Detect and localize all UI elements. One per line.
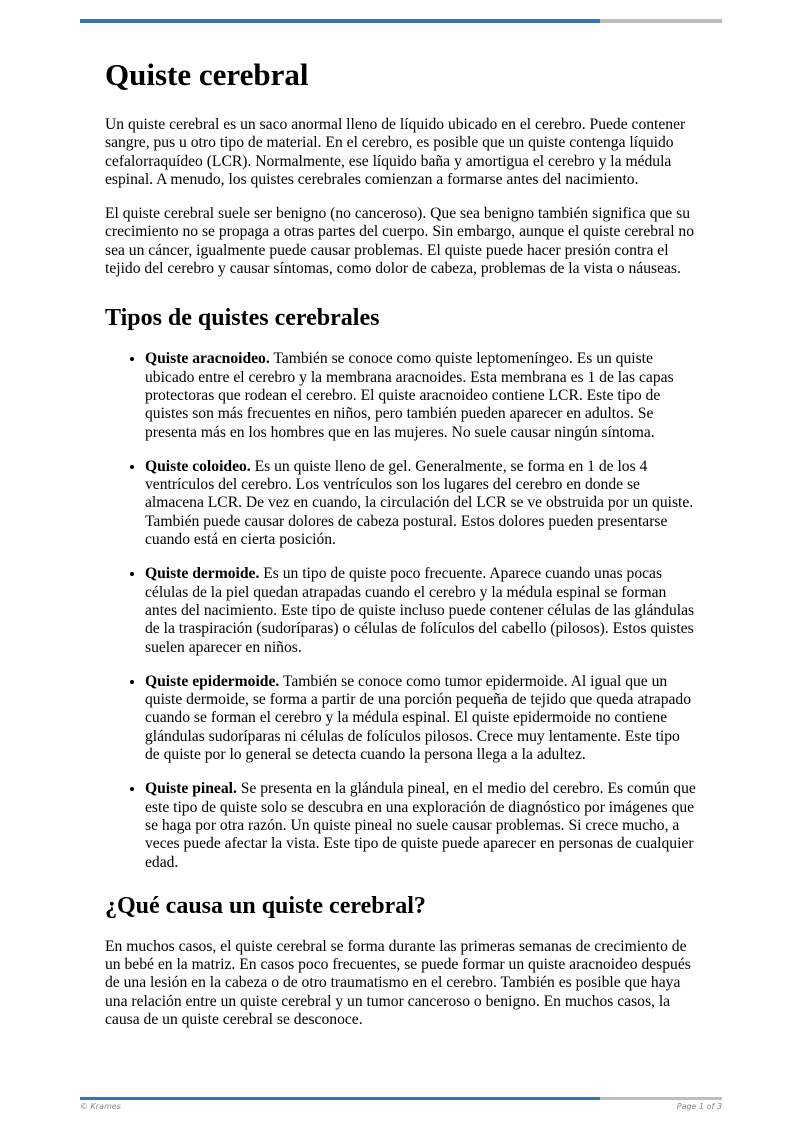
header-rule [80, 19, 722, 23]
footer-page-number: Page 1 of 3 [676, 1102, 722, 1111]
list-item-text: Es un quiste lleno de gel. Generalmente, se forma en 1 de los 4 ventrículos del cerebro. Los ventrículos son los lugares del cerebro en donde se almacena LCR. De vez en cuando, la circulación del LCR se ve obstruida por un quiste. También puede causar dolores de cabeza postural. Estos dolores pueden presentarse cuando está en cierta posición. [145, 457, 694, 549]
list-item-term: Quiste aracnoideo. [145, 350, 270, 368]
list-item-term: Quiste dermoide. [145, 565, 260, 583]
list-item [145, 780, 697, 871]
list-item-term: Quiste epidermoide. [145, 672, 280, 690]
list-item-text: También se conoce como quiste leptomeníngeo. Es un quiste ubicado entre el cerebro y la membrana aracnoides. Esta membrana es 1 de las capas protectoras que rodean el cerebro. El quiste aracnoideo contiene LCR. Este tipo de quistes son más frecuentes en niños, pero también pueden aparecer en adultos. Se presenta más en los hombres que en las mujeres. No suele causar ningún síntoma. [145, 350, 674, 441]
list-item-text: También se conoce como tumor epidermoide. Al igual que un quiste dermoide, se forma a partir de una porción pequeña de tejido que queda atrapado cuando se forman el cerebro y la médula espinal. El quiste epidermoide no contiene glándulas sudoríparas ni células de folículos pilosos. Crece muy lentamente. Este tipo de quiste por lo general se detecta cuando la persona llega a la adultez. [145, 672, 692, 764]
section-heading-causes: ¿Qué causa un quiste cerebral? [105, 892, 426, 919]
list-item-text: Se presenta en la glándula pineal, en el medio del cerebro. Es común que este tipo de quiste solo se descubra en una exploración de diagnóstico por imágenes que se haga por otra razón. Un quiste pineal no suele causar problemas. Si crece mucho, a veces puede afectar la vista. Este tipo de quiste puede aparecer en personas de cualquier edad. [145, 780, 696, 871]
list-item [145, 673, 697, 764]
page-title: Quiste cerebral [105, 57, 309, 92]
intro-paragraph: Un quiste cerebral es un saco anormal lleno de líquido ubicado en el cerebro. Puede contener sangre, pus u otro tipo de material. En el cerebro, es posible que un quiste contenga líquido cefalorraquídeo (LCR). Normalmente, ese líquido baña y amortigua el cerebro y la médula espinal. A menudo, los quistes cerebrales comienzan a formarse antes del nacimiento. [105, 116, 686, 188]
list-item [145, 458, 697, 549]
list-item-term: Quiste coloideo. [145, 457, 251, 475]
intro-paragraph: El quiste cerebral suele ser benigno (no canceroso). Que sea benigno también significa que su crecimiento no se propaga a otras partes del cuerpo. Sin embargo, aunque el quiste cerebral no sea un cáncer, igualmente puede causar problemas. El quiste puede hacer presión contra el tejido del cerebro y causar síntomas, como dolor de cabeza, problemas de la vista o náuseas. [105, 205, 695, 278]
section-heading-types: Tipos de quistes cerebrales [105, 305, 380, 332]
footer-copyright: © Krames [80, 1102, 121, 1111]
list-item-text: Es un tipo de quiste poco frecuente. Aparece cuando unas pocas células de la piel quedan atrapadas cuando el cerebro y la médula espinal se forman antes del nacimiento. Este tipo de quiste incluso puede contener células de las glándulas de la traspiración (sudoríparas) o células de folículos del cabello (pilosos). Estos quistes suelen aparecer en niños. [145, 565, 695, 656]
footer-rule [80, 1097, 722, 1100]
document-body [105, 56, 697, 1045]
cyst-types-list [105, 350, 697, 871]
list-item [145, 350, 697, 441]
list-item [145, 565, 697, 656]
causes-paragraph: En muchos casos, el quiste cerebral se forma durante las primeras semanas de crecimiento de un bebé en la matriz. En casos poco frecuentes, se puede formar un quiste aracnoideo después de una lesión en la cabeza o de otro traumatismo en el cerebro. También es posible que haya una relación entre un quiste cerebral y un tumor canceroso o benigno. En muchos casos, la causa de un quiste cerebral se desconoce. [105, 937, 691, 1028]
list-item-term: Quiste pineal. [145, 780, 237, 798]
